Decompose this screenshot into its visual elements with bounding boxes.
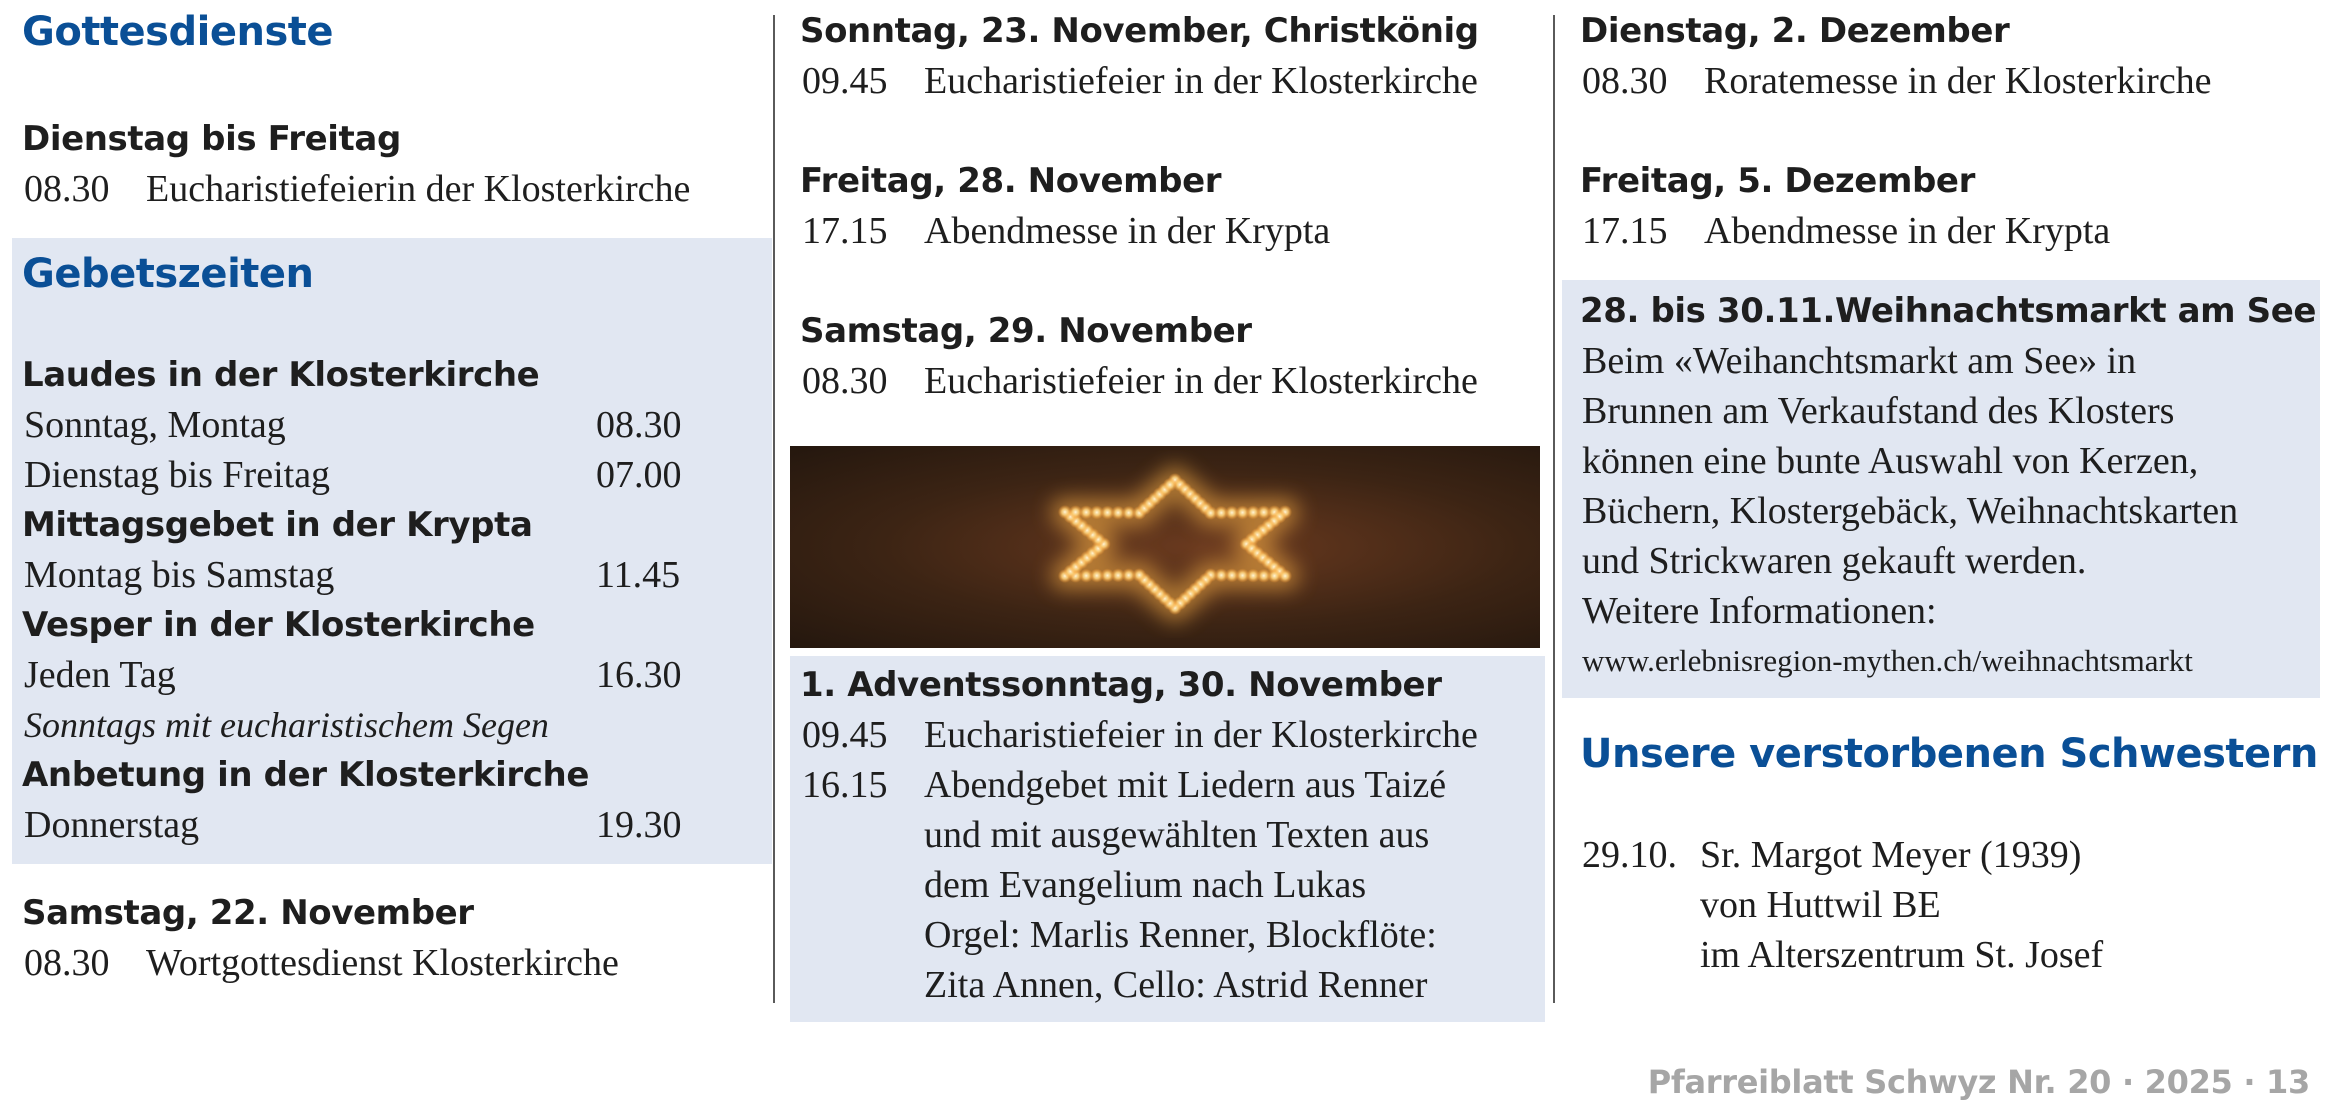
event-row	[802, 206, 1545, 256]
schedule-time: 11.45	[596, 554, 681, 596]
column-middle	[790, 0, 1545, 1006]
event-row	[802, 710, 1545, 760]
obituary-line: im Alterszentrum St. Josef	[1700, 934, 2104, 976]
schedule-row	[24, 550, 772, 600]
event-desc: Abendmesse in der Krypta	[1704, 210, 2111, 252]
event-time: 08.30	[802, 360, 888, 402]
event-desc: Eucharistiefeierin der Klosterkirche	[146, 168, 691, 210]
mittagsgebet-title: Mittagsgebet in der Krypta	[22, 505, 533, 545]
event-row	[24, 164, 772, 214]
column-divider	[1553, 15, 1555, 1003]
obituary-line: Sr. Margot Meyer (1939)	[1700, 834, 2082, 876]
gebetszeiten-box	[12, 238, 772, 864]
markt-line: Beim «Weihanchtsmarkt am See» in	[1582, 340, 2137, 382]
event-title: 28. bis 30.11.Weihnachtsmarkt am See	[1580, 291, 2317, 331]
schedule-row	[24, 450, 772, 500]
obituary-text	[1700, 830, 2103, 980]
schedule-row	[24, 800, 772, 850]
page-footer: Pfarreiblatt Schwyz Nr. 20 · 2025 · 13	[1647, 1063, 2310, 1101]
event-time: 09.45	[802, 714, 888, 756]
advent-box	[790, 656, 1545, 1022]
candle-light	[1163, 478, 1177, 492]
schedule-day: Donnerstag	[24, 804, 200, 846]
obituary-line: von Huttwil BE	[1700, 884, 1941, 926]
column-left	[12, 0, 772, 988]
event-row	[802, 356, 1545, 406]
schedule-row	[24, 650, 772, 700]
markt-line: können eine bunte Auswahl von Kerzen,	[1582, 440, 2199, 482]
desc-line: und mit ausgewählten Texten aus	[924, 814, 1430, 856]
event-time: 17.15	[802, 210, 888, 252]
event-desc: Eucharistiefeier in der Klosterkirche	[924, 714, 1478, 756]
event-title: 1. Adventssonntag, 30. November	[800, 665, 1442, 705]
event-title: Dienstag, 2. Dezember	[1580, 11, 2010, 51]
desc-line: Zita Annen, Cello: Astrid Renner	[924, 964, 1428, 1006]
schedule-day: Jeden Tag	[24, 654, 176, 696]
schedule-day: Sonntag, Montag	[24, 404, 286, 446]
desc-line: dem Evangelium nach Lukas	[924, 864, 1367, 906]
event-desc: Abendmesse in der Krypta	[924, 210, 1331, 252]
markt-line: Büchern, Klostergebäck, Weihnachtskarten	[1582, 490, 2239, 532]
markt-line: Weitere Informationen:	[1582, 590, 1937, 632]
event-row	[1582, 206, 2330, 256]
obituary-date: 29.10.	[1582, 834, 1677, 876]
schedule-day: Montag bis Samstag	[24, 554, 335, 596]
event-row	[802, 56, 1545, 106]
event-time: 08.30	[24, 168, 110, 210]
desc-line: Orgel: Marlis Renner, Blockflöte:	[924, 914, 1437, 956]
event-time: 16.15	[802, 764, 888, 806]
column-right	[1570, 0, 2330, 980]
event-title: Freitag, 5. Dezember	[1580, 161, 1975, 201]
schedule-time: 08.30	[596, 404, 682, 446]
event-desc: Wortgottesdienst Klosterkirche	[146, 942, 619, 984]
event-desc	[924, 760, 1545, 1010]
markt-line: Brunnen am Verkaufstand des Klosters	[1582, 390, 2175, 432]
candle-star-photo	[790, 446, 1540, 648]
vesper-note: Sonntags mit eucharistischem Segen	[24, 705, 549, 745]
event-desc: Eucharistiefeier in der Klosterkirche	[924, 60, 1478, 102]
event-row	[1582, 56, 2330, 106]
obituary-row	[1582, 830, 2330, 980]
desc-line: Abendgebet mit Liedern aus Taizé	[924, 764, 1447, 806]
event-title: Freitag, 28. November	[800, 161, 1222, 201]
schedule-day: Dienstag bis Freitag	[24, 454, 331, 496]
markt-url[interactable]: www.erlebnisregion-mythen.ch/weihnachtsmarkt	[1582, 643, 2193, 678]
heading-gottesdienste: Gottesdienste	[22, 9, 333, 55]
event-time: 08.30	[1582, 60, 1668, 102]
event-title: Samstag, 29. November	[800, 311, 1252, 351]
event-time: 17.15	[1582, 210, 1668, 252]
laudes-title: Laudes in der Klosterkirche	[22, 355, 540, 395]
candle-star-image	[790, 446, 1540, 648]
schedule-time: 07.00	[596, 454, 682, 496]
schedule-time: 16.30	[596, 654, 682, 696]
event-title: Samstag, 22. November	[22, 893, 474, 933]
schedule-row	[24, 400, 772, 450]
event-row	[24, 938, 772, 988]
anbetung-title: Anbetung in der Klosterkirche	[22, 755, 589, 795]
event-time: 09.45	[802, 60, 888, 102]
column-divider	[773, 15, 775, 1003]
event-title: Sonntag, 23. November, Christkönig	[800, 11, 1479, 51]
schedule-time: 19.30	[596, 804, 682, 846]
event-desc: Roratemesse in der Klosterkirche	[1704, 60, 2212, 102]
event-desc: Eucharistiefeier in der Klosterkirche	[924, 360, 1478, 402]
heading-verstorbene: Unsere verstorbenen Schwestern	[1580, 731, 2318, 777]
event-title: Dienstag bis Freitag	[22, 119, 401, 159]
event-row	[802, 760, 1545, 1010]
heading-gebetszeiten: Gebetszeiten	[22, 251, 314, 297]
vesper-title: Vesper in der Klosterkirche	[22, 605, 535, 645]
markt-line: und Strickwaren gekauft werden.	[1582, 540, 2087, 582]
event-time: 08.30	[24, 942, 110, 984]
weihnachtsmarkt-box	[1562, 280, 2320, 698]
